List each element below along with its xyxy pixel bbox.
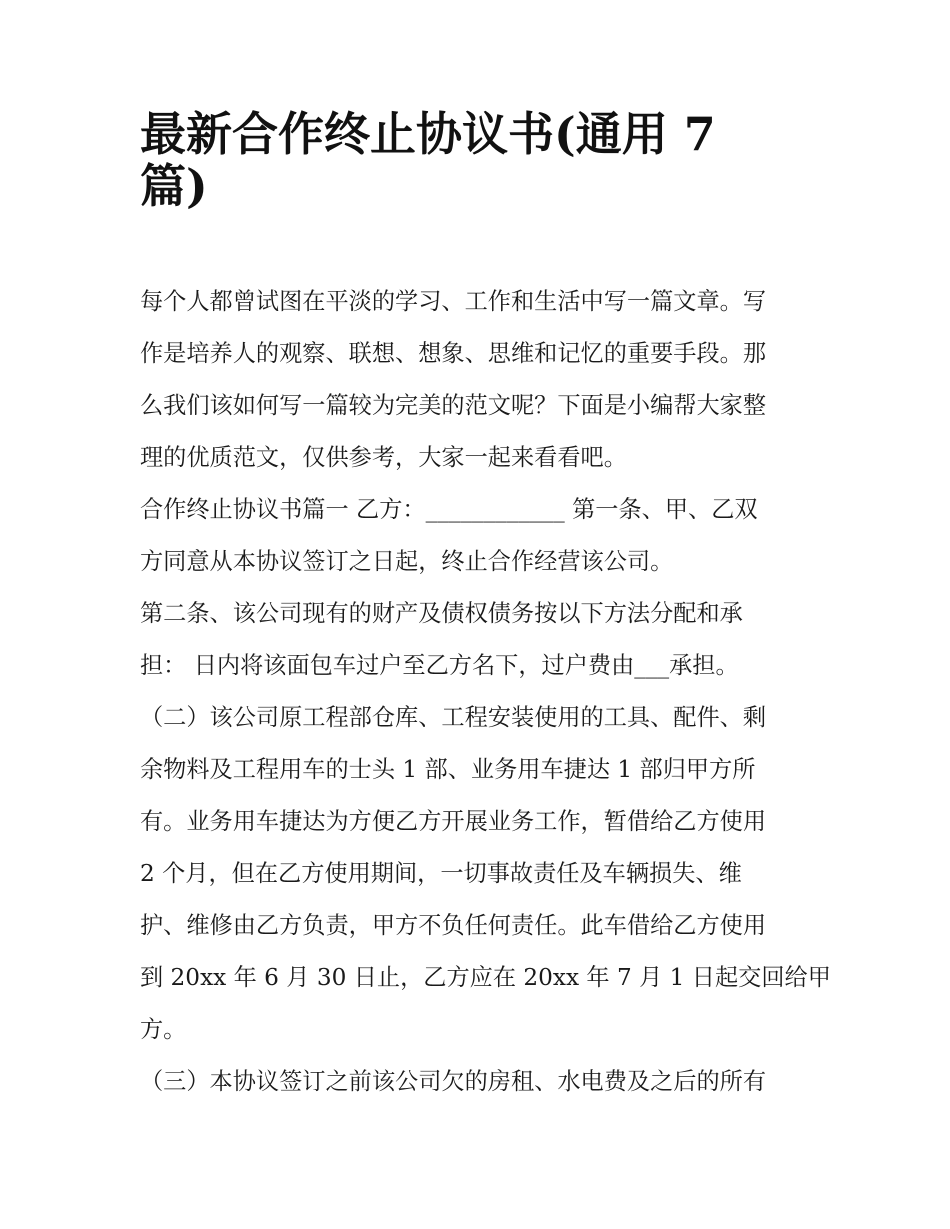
- text-line: 到 20xx 年 6 月 30 日止，乙方应在 20xx 年 7 月 1 日起交回给甲: [140, 964, 831, 991]
- text-line: （三）本协议签订之前该公司欠的房租、水电费及之后的所有: [140, 1068, 767, 1095]
- text-line: 第二条、该公司现有的财产及债权债务按以下方法分配和承: [140, 600, 743, 627]
- text-line: 2 个月，但在乙方使用期间，一切事故责任及车辆损失、维: [140, 860, 742, 887]
- text-line: 有。业务用车捷达为方便乙方开展业务工作，暂借给乙方使用: [140, 808, 767, 835]
- title-line: 篇): [140, 159, 208, 213]
- text-line: 余物料及工程用车的士头 1 部、业务用车捷达 1 部归甲方所: [140, 756, 756, 783]
- clause-two-paragraph: [140, 692, 830, 1056]
- text-line: 合作终止协议书篇一 乙方：____________ 第一条、甲、乙双: [140, 496, 758, 523]
- text-line: 护、维修由乙方负责，甲方不负任何责任。此车借给乙方使用: [140, 912, 767, 939]
- document-body: [140, 276, 830, 1108]
- text-line: 担： 日内将该面包车过户至乙方名下，过户费由___承担。: [140, 652, 739, 679]
- intro-paragraph: [140, 276, 830, 484]
- title-line: 最新合作终止协议书(通用 7: [140, 107, 716, 161]
- text-line: 方。: [140, 1016, 187, 1043]
- article-one-paragraph: [140, 484, 830, 588]
- text-line: 方同意从本协议签订之日起，终止合作经营该公司。: [140, 548, 674, 575]
- text-line: 每个人都曾试图在平淡的学习、工作和生活中写一篇文章。写: [140, 288, 767, 315]
- text-line: 么我们该如何写一篇较为完美的范文呢？下面是小编帮大家整: [140, 392, 767, 419]
- text-line: 作是培养人的观察、联想、想象、思维和记忆的重要手段。那: [140, 340, 767, 367]
- article-two-paragraph: [140, 588, 830, 692]
- text-line: （二）该公司原工程部仓库、工程安装使用的工具、配件、剩: [140, 704, 767, 731]
- clause-three-paragraph: [140, 1056, 830, 1108]
- text-line: 理的优质范文，仅供参考，大家一起来看看吧。: [140, 444, 627, 471]
- document-title: [140, 108, 820, 212]
